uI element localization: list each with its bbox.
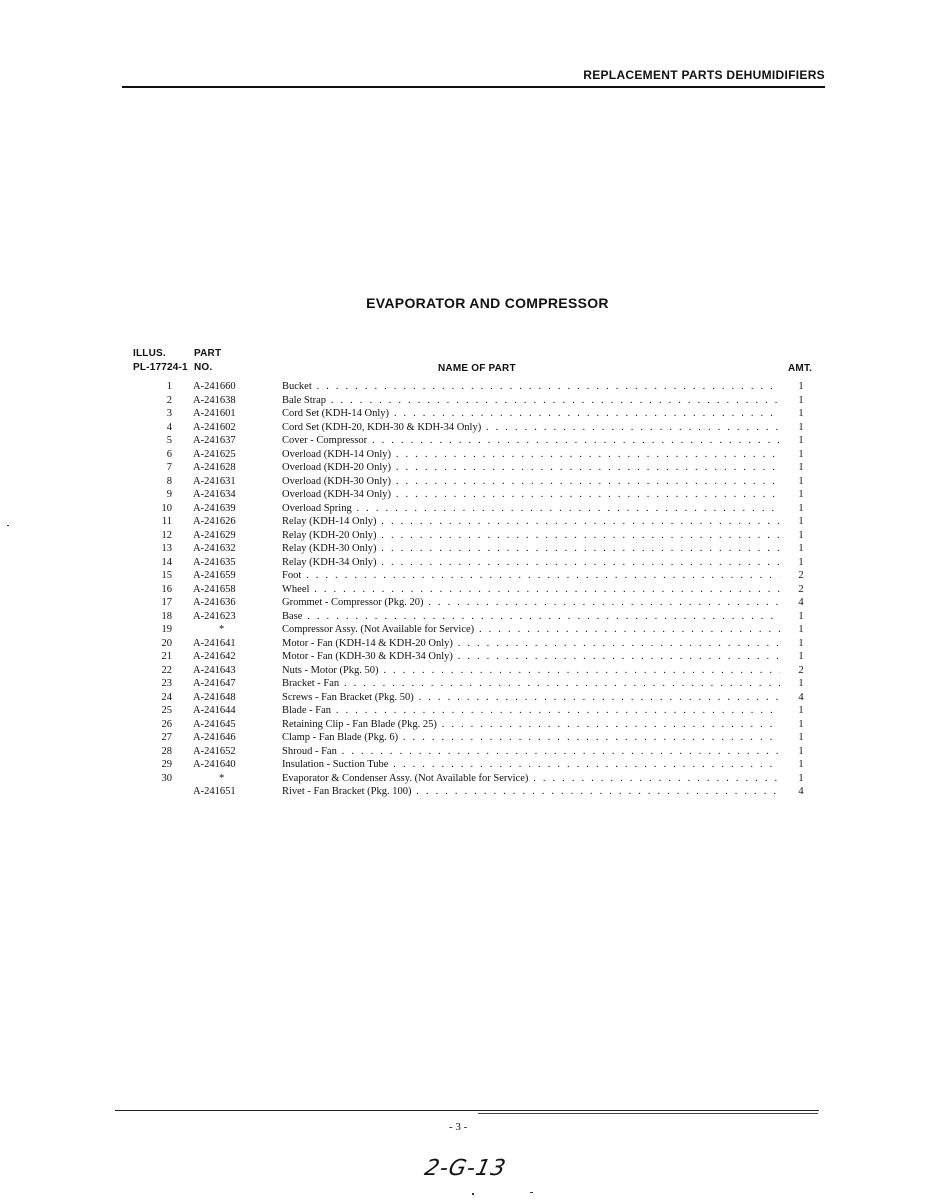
table-row [0,772,945,786]
table-row [0,596,945,610]
part-amount: 2 [798,570,804,581]
illus-number: 15 [161,570,172,581]
part-amount: 4 [798,597,804,608]
part-number: A-241648 [193,691,236,703]
illus-number: 7 [166,462,172,473]
scan-speck [530,1192,533,1193]
part-number: A-241637 [193,435,236,446]
part-number: A-241642 [193,651,236,662]
illus-number: 23 [161,678,172,689]
part-name: Blade - Fan . . . [282,704,780,718]
table-row [0,758,945,772]
illus-number: 16 [161,583,172,595]
part-name: Overload (KDH-30 Only) . . . [282,475,780,489]
part-name: Bucket . . . [282,380,780,394]
part-number: A-241651 [193,786,236,797]
illus-number: 12 [161,529,172,541]
part-number: A-241652 [193,745,236,757]
part-amount: 1 [798,529,804,541]
part-name: Overload (KDH-34 Only) . . . [282,488,780,502]
table-row [0,556,945,570]
illus-number: 1 [166,381,172,392]
illus-number: 22 [161,664,172,676]
table-row [0,448,945,462]
scan-speck [472,1193,474,1195]
illus-number: 11 [161,516,172,527]
footer-rule [115,1110,819,1111]
part-number: A-241632 [193,543,236,554]
part-name: Relay (KDH-20 Only) . . . [282,529,780,543]
part-name: Relay (KDH-14 Only) . . . [282,515,780,529]
part-number: A-241638 [193,394,236,406]
part-name: Relay (KDH-34 Only) . . . [282,556,780,570]
part-amount: 2 [798,664,804,676]
table-row [0,583,945,597]
illus-number: 20 [161,637,172,649]
part-number: A-241639 [193,502,236,514]
part-name: Grommet - Compressor (Pkg. 20) . . . [282,596,780,610]
part-number: A-241636 [193,597,236,608]
part-amount: 1 [798,448,804,460]
part-name: Bale Strap . . . [282,394,780,408]
table-row [0,502,945,516]
part-number: A-241625 [193,448,236,460]
part-amount: 1 [798,705,804,716]
illus-number: 27 [161,732,172,743]
part-name: Rivet - Fan Bracket (Pkg. 100) . . . [282,785,780,799]
part-name: Cord Set (KDH-14 Only) . . . [282,407,780,421]
part-name: Nuts - Motor (Pkg. 50) . . . [282,664,780,678]
part-name: Cord Set (KDH-20, KDH-30 & KDH-34 Only) . . . [282,421,780,435]
part-number: A-241631 [193,475,236,487]
part-name: Compressor Assy. (Not Available for Service) . . . [282,623,780,637]
table-row [0,691,945,705]
table-row [0,380,945,394]
part-amount: 1 [798,745,804,757]
table-row [0,475,945,489]
illus-number: 14 [161,556,172,568]
illus-number: 18 [161,610,172,622]
table-row [0,623,945,637]
part-number: * [219,624,225,635]
part-amount: 1 [798,759,804,770]
part-amount: 1 [798,718,804,730]
part-number: A-241626 [193,516,236,527]
part-name: Overload Spring . . . [282,502,780,516]
table-row [0,434,945,448]
column-header-part-number: NO. [194,362,213,373]
illus-number: 19 [161,624,172,635]
part-name: Base . . . [282,610,780,624]
part-amount: 1 [798,394,804,406]
illus-number: 28 [161,745,172,757]
part-amount: 1 [798,556,804,568]
part-name: Screws - Fan Bracket (Pkg. 50) . . . [282,691,780,705]
part-number: A-241658 [193,583,236,595]
part-amount: 1 [798,624,804,635]
table-row [0,637,945,651]
part-amount: 1 [798,381,804,392]
part-number: A-241640 [193,759,236,770]
part-amount: 1 [798,489,804,500]
illus-number: 5 [166,435,172,446]
part-number: A-241641 [193,637,236,649]
part-name: Clamp - Fan Blade (Pkg. 6) . . . [282,731,780,745]
part-number: A-241602 [193,421,236,433]
column-header-amt: AMT. [788,363,813,374]
part-name: Bracket - Fan . . . [282,677,780,691]
section-title: EVAPORATOR AND COMPRESSOR [366,295,609,311]
table-row [0,529,945,543]
illus-number: 25 [161,705,172,716]
illus-number: 24 [161,691,172,703]
illus-number: 30 [161,772,172,784]
column-header-part: PART [194,348,222,359]
part-amount: 1 [798,543,804,554]
part-name: Evaporator & Condenser Assy. (Not Available for Service) . . . [282,772,780,786]
part-name: Wheel . . . [282,583,780,597]
illus-number: 21 [161,651,172,662]
part-amount: 1 [798,678,804,689]
part-amount: 4 [798,691,804,703]
part-amount: 1 [798,651,804,662]
table-row [0,421,945,435]
illus-number: 2 [166,394,172,406]
part-amount: 1 [798,435,804,446]
illus-number: 4 [166,421,172,433]
table-row [0,610,945,624]
parts-list [0,380,945,799]
part-number: A-241635 [193,556,236,568]
table-row [0,718,945,732]
part-number: A-241628 [193,462,236,473]
part-amount: 1 [798,772,804,784]
illus-number: 26 [161,718,172,730]
part-name: Shroud - Fan . . . [282,745,780,759]
part-amount: 4 [798,786,804,797]
part-name: Relay (KDH-30 Only) . . . [282,542,780,556]
part-number: A-241629 [193,529,236,541]
illus-number: 6 [166,448,172,460]
part-amount: 1 [798,462,804,473]
table-row [0,677,945,691]
column-header-illus-number: PL-17724-1 [133,362,188,373]
part-number: A-241601 [193,408,236,419]
illus-number: 29 [161,759,172,770]
header-rule [122,86,825,88]
part-number: A-241634 [193,489,236,500]
part-amount: 1 [798,610,804,622]
part-amount: 1 [798,732,804,743]
part-number: A-241659 [193,570,236,581]
part-amount: 1 [798,502,804,514]
part-name: Foot . . . [282,569,780,583]
table-row [0,664,945,678]
table-row [0,785,945,799]
footer-rule-secondary [478,1113,818,1114]
part-name: Motor - Fan (KDH-30 & KDH-34 Only) . . . [282,650,780,664]
part-amount: 1 [798,516,804,527]
illus-number: 17 [161,597,172,608]
illus-number: 3 [166,408,172,419]
part-amount: 1 [798,637,804,649]
part-number: A-241644 [193,705,236,716]
part-amount: 1 [798,421,804,433]
illus-number: 13 [161,543,172,554]
part-name: Motor - Fan (KDH-14 & KDH-20 Only) . . . [282,637,780,651]
part-amount: 1 [798,408,804,419]
part-name: Insulation - Suction Tube . . . [282,758,780,772]
part-number: A-241646 [193,732,236,743]
table-row [0,488,945,502]
part-number: * [219,772,225,784]
illus-number: 10 [161,502,172,514]
table-row [0,542,945,556]
part-number: A-241647 [193,678,236,689]
part-name: Overload (KDH-14 Only) . . . [282,448,780,462]
part-name: Overload (KDH-20 Only) . . . [282,461,780,475]
table-row [0,461,945,475]
table-row [0,650,945,664]
illus-number: 9 [166,489,172,500]
part-number: A-241643 [193,664,236,676]
illus-number: 8 [166,475,172,487]
table-row [0,731,945,745]
part-amount: 1 [798,475,804,487]
table-row [0,515,945,529]
scan-speck [7,525,9,526]
part-name: Cover - Compressor . . . [282,434,780,448]
table-row [0,407,945,421]
column-header-illus: ILLUS. [133,348,166,359]
handwritten-note: 2-G-13 [422,1156,509,1181]
page-number: - 3 - [449,1121,468,1133]
part-number: A-241623 [193,610,236,622]
part-name: Retaining Clip - Fan Blade (Pkg. 25) . . . [282,718,780,732]
table-row [0,569,945,583]
page-header-title: REPLACEMENT PARTS DEHUMIDIFIERS [583,68,825,82]
part-number: A-241660 [193,381,236,392]
part-amount: 2 [798,583,804,595]
table-row [0,394,945,408]
table-row [0,745,945,759]
column-header-name: NAME OF PART [438,363,516,374]
part-number: A-241645 [193,718,236,730]
table-row [0,704,945,718]
